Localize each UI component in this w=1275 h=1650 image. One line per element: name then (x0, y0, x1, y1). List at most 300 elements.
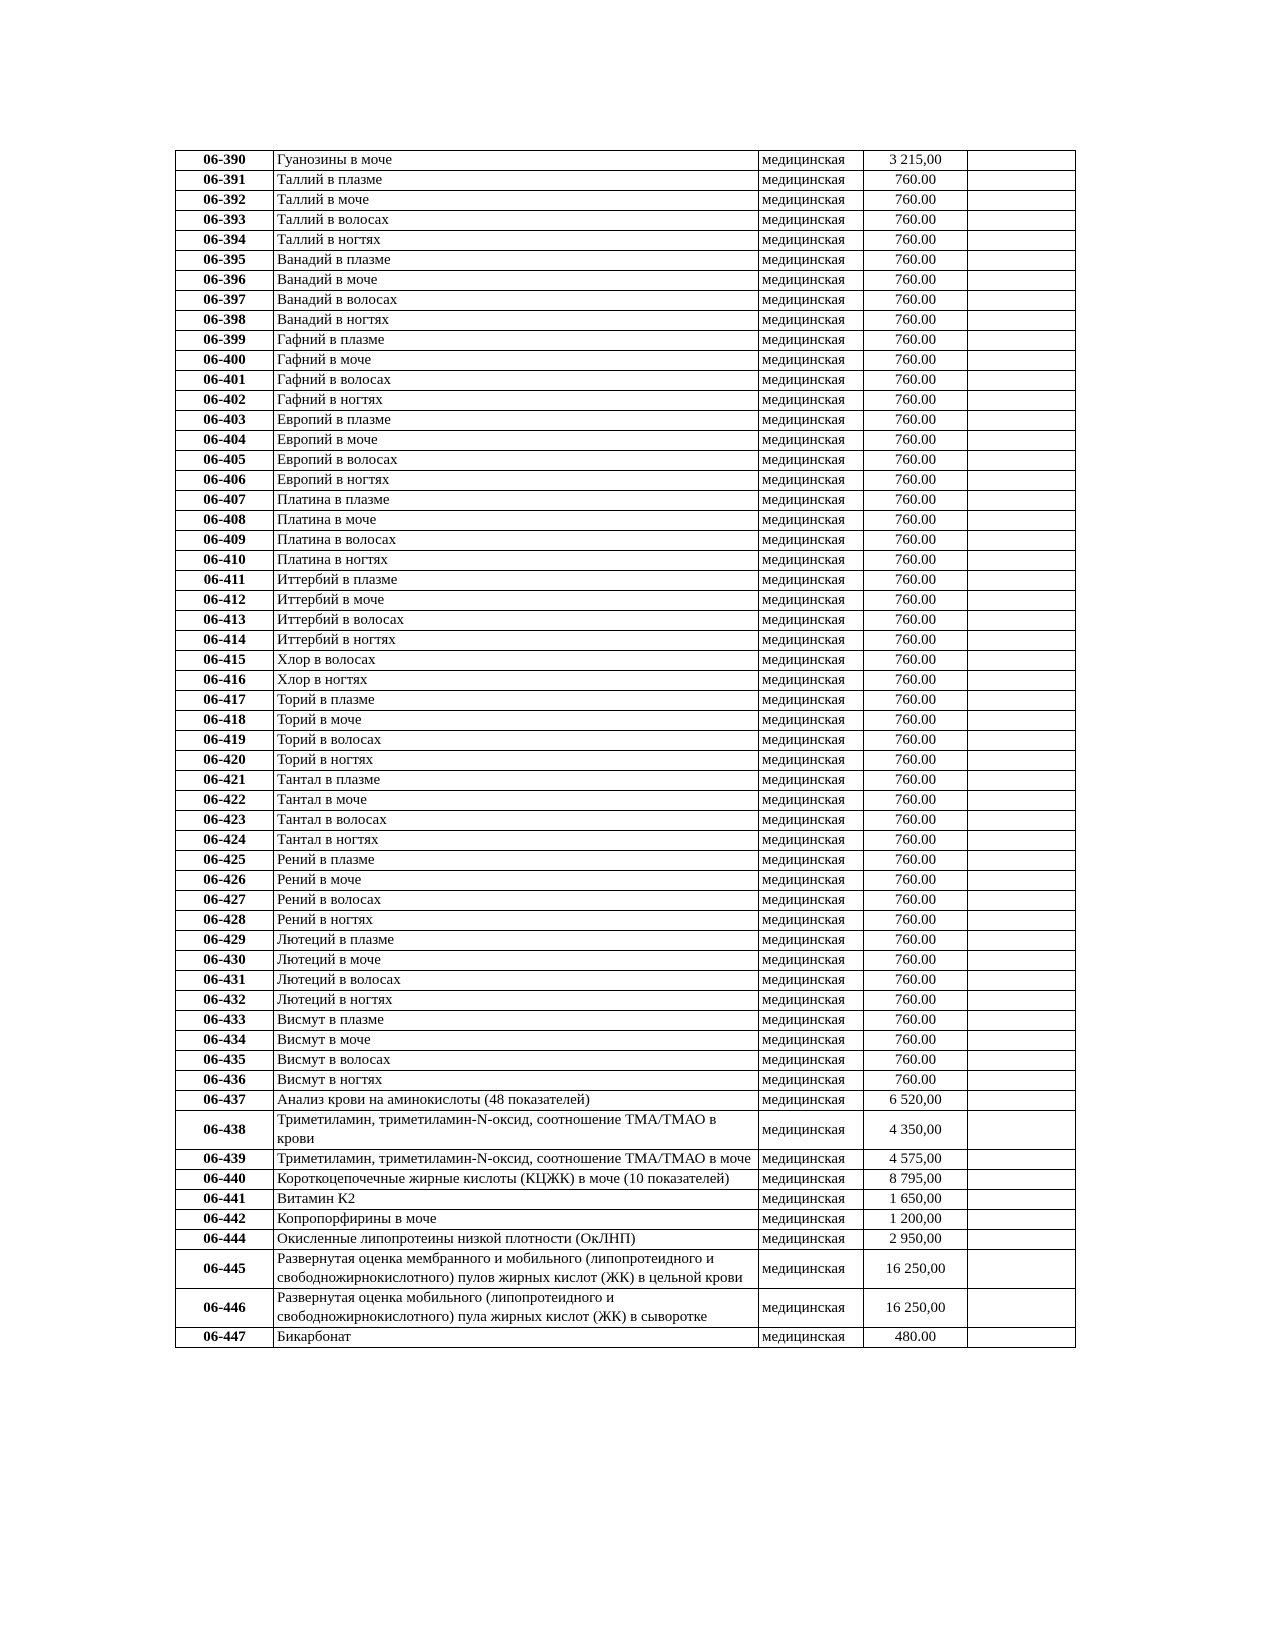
empty-cell (968, 151, 1076, 171)
service-name: Европий в ногтях (274, 471, 759, 491)
service-name: Торий в волосах (274, 731, 759, 751)
empty-cell (968, 551, 1076, 571)
service-code: 06-440 (176, 1170, 274, 1190)
service-category: медицинская (759, 191, 864, 211)
service-price: 2 950,00 (864, 1230, 968, 1250)
service-name: Тантал в волосах (274, 811, 759, 831)
service-category: медицинская (759, 371, 864, 391)
service-code: 06-426 (176, 871, 274, 891)
table-row (176, 511, 1076, 531)
service-category: медицинская (759, 211, 864, 231)
table-row (176, 251, 1076, 271)
service-category: медицинская (759, 1091, 864, 1111)
service-category: медицинская (759, 1011, 864, 1031)
table-row (176, 911, 1076, 931)
service-category: медицинская (759, 471, 864, 491)
service-category: медицинская (759, 1190, 864, 1210)
empty-cell (968, 1091, 1076, 1111)
service-name: Ванадий в плазме (274, 251, 759, 271)
service-price: 760.00 (864, 911, 968, 931)
service-category: медицинская (759, 1031, 864, 1051)
service-category: медицинская (759, 811, 864, 831)
service-category: медицинская (759, 771, 864, 791)
service-price: 760.00 (864, 751, 968, 771)
service-price: 480.00 (864, 1328, 968, 1348)
service-category: медицинская (759, 451, 864, 471)
empty-cell (968, 191, 1076, 211)
table-row (176, 771, 1076, 791)
service-code: 06-417 (176, 691, 274, 711)
service-price: 760.00 (864, 371, 968, 391)
service-code: 06-434 (176, 1031, 274, 1051)
service-price: 760.00 (864, 351, 968, 371)
service-price: 760.00 (864, 471, 968, 491)
service-name: Тантал в моче (274, 791, 759, 811)
service-category: медицинская (759, 251, 864, 271)
service-code: 06-399 (176, 331, 274, 351)
table-row (176, 451, 1076, 471)
table-row (176, 551, 1076, 571)
service-name: Ванадий в волосах (274, 291, 759, 311)
table-row (176, 371, 1076, 391)
service-code: 06-419 (176, 731, 274, 751)
service-category: медицинская (759, 591, 864, 611)
service-name: Гафний в волосах (274, 371, 759, 391)
service-category: медицинская (759, 711, 864, 731)
service-price: 760.00 (864, 451, 968, 471)
service-category: медицинская (759, 1170, 864, 1190)
service-code: 06-418 (176, 711, 274, 731)
table-row (176, 291, 1076, 311)
service-name: Висмут в моче (274, 1031, 759, 1051)
service-name: Развернутая оценка мобильного (липопротеидного и свободножирнокислотного) пула жирных кислот (ЖК) в сыворотке (274, 1289, 759, 1328)
service-name: Висмут в плазме (274, 1011, 759, 1031)
service-price: 760.00 (864, 291, 968, 311)
empty-cell (968, 1170, 1076, 1190)
service-price: 760.00 (864, 1051, 968, 1071)
table-row (176, 1031, 1076, 1051)
service-code: 06-431 (176, 971, 274, 991)
service-category: медицинская (759, 1250, 864, 1289)
service-price: 760.00 (864, 831, 968, 851)
service-category: медицинская (759, 531, 864, 551)
service-price: 760.00 (864, 1031, 968, 1051)
table-row (176, 331, 1076, 351)
service-category: медицинская (759, 1071, 864, 1091)
table-row (176, 871, 1076, 891)
service-name: Гуанозины в моче (274, 151, 759, 171)
table-row (176, 211, 1076, 231)
service-code: 06-422 (176, 791, 274, 811)
service-name: Бикарбонат (274, 1328, 759, 1348)
empty-cell (968, 311, 1076, 331)
service-code: 06-432 (176, 991, 274, 1011)
service-category: медицинская (759, 611, 864, 631)
service-code: 06-420 (176, 751, 274, 771)
service-price: 760.00 (864, 651, 968, 671)
service-category: медицинская (759, 751, 864, 771)
table-row (176, 1011, 1076, 1031)
service-code: 06-439 (176, 1150, 274, 1170)
empty-cell (968, 491, 1076, 511)
service-category: медицинская (759, 411, 864, 431)
service-price: 760.00 (864, 411, 968, 431)
table-row (176, 791, 1076, 811)
service-price: 760.00 (864, 771, 968, 791)
service-code: 06-405 (176, 451, 274, 471)
service-price: 16 250,00 (864, 1250, 968, 1289)
service-category: медицинская (759, 931, 864, 951)
service-code: 06-438 (176, 1111, 274, 1150)
service-code: 06-446 (176, 1289, 274, 1328)
table-row (176, 271, 1076, 291)
service-name: Тантал в ногтях (274, 831, 759, 851)
service-price: 760.00 (864, 931, 968, 951)
service-price: 760.00 (864, 871, 968, 891)
service-code: 06-393 (176, 211, 274, 231)
empty-cell (968, 591, 1076, 611)
service-category: медицинская (759, 891, 864, 911)
empty-cell (968, 611, 1076, 631)
empty-cell (968, 411, 1076, 431)
service-name: Иттербий в плазме (274, 571, 759, 591)
service-code: 06-423 (176, 811, 274, 831)
empty-cell (968, 931, 1076, 951)
service-code: 06-394 (176, 231, 274, 251)
service-code: 06-435 (176, 1051, 274, 1071)
service-price: 760.00 (864, 631, 968, 651)
service-price: 760.00 (864, 731, 968, 751)
empty-cell (968, 991, 1076, 1011)
table-row (176, 671, 1076, 691)
empty-cell (968, 791, 1076, 811)
table-row (176, 991, 1076, 1011)
service-name: Развернутая оценка мембранного и мобильного (липопротеидного и свободножирнокислотного) пулов жирных кислот (ЖК) в цельной крови (274, 1250, 759, 1289)
service-price: 760.00 (864, 231, 968, 251)
table-row (176, 971, 1076, 991)
service-category: медицинская (759, 691, 864, 711)
service-name: Лютеций в плазме (274, 931, 759, 951)
service-code: 06-395 (176, 251, 274, 271)
service-price: 760.00 (864, 311, 968, 331)
service-category: медицинская (759, 731, 864, 751)
service-price: 760.00 (864, 271, 968, 291)
service-category: медицинская (759, 911, 864, 931)
service-name: Платина в плазме (274, 491, 759, 511)
service-code: 06-436 (176, 1071, 274, 1091)
service-price: 760.00 (864, 511, 968, 531)
service-price: 760.00 (864, 1071, 968, 1091)
service-code: 06-442 (176, 1210, 274, 1230)
empty-cell (968, 171, 1076, 191)
service-price: 760.00 (864, 671, 968, 691)
empty-cell (968, 271, 1076, 291)
service-category: медицинская (759, 331, 864, 351)
service-price: 760.00 (864, 191, 968, 211)
service-name: Торий в плазме (274, 691, 759, 711)
service-code: 06-401 (176, 371, 274, 391)
service-code: 06-447 (176, 1328, 274, 1348)
empty-cell (968, 531, 1076, 551)
table-row (176, 851, 1076, 871)
service-name: Европий в волосах (274, 451, 759, 471)
empty-cell (968, 871, 1076, 891)
service-code: 06-444 (176, 1230, 274, 1250)
service-price: 4 350,00 (864, 1111, 968, 1150)
service-category: медицинская (759, 871, 864, 891)
service-code: 06-408 (176, 511, 274, 531)
service-price: 1 200,00 (864, 1210, 968, 1230)
table-row (176, 1230, 1076, 1250)
service-code: 06-445 (176, 1250, 274, 1289)
service-code: 06-412 (176, 591, 274, 611)
service-name: Таллий в моче (274, 191, 759, 211)
empty-cell (968, 651, 1076, 671)
service-price: 3 215,00 (864, 151, 968, 171)
service-category: медицинская (759, 831, 864, 851)
service-category: медицинская (759, 491, 864, 511)
service-name: Гафний в плазме (274, 331, 759, 351)
service-price: 760.00 (864, 331, 968, 351)
service-price: 760.00 (864, 711, 968, 731)
service-name: Тантал в плазме (274, 771, 759, 791)
service-name: Рений в моче (274, 871, 759, 891)
service-category: медицинская (759, 1289, 864, 1328)
table-row (176, 831, 1076, 851)
service-price: 760.00 (864, 531, 968, 551)
service-category: медицинская (759, 171, 864, 191)
table-row (176, 1190, 1076, 1210)
service-name: Лютеций в моче (274, 951, 759, 971)
service-price: 16 250,00 (864, 1289, 968, 1328)
service-code: 06-410 (176, 551, 274, 571)
service-category: медицинская (759, 851, 864, 871)
empty-cell (968, 971, 1076, 991)
empty-cell (968, 1210, 1076, 1230)
service-category: медицинская (759, 551, 864, 571)
empty-cell (968, 831, 1076, 851)
table-row (176, 1111, 1076, 1150)
table-row (176, 1051, 1076, 1071)
service-code: 06-415 (176, 651, 274, 671)
service-name: Короткоцепочечные жирные кислоты (КЦЖК) в моче (10 показателей) (274, 1170, 759, 1190)
service-name: Копропорфирины в моче (274, 1210, 759, 1230)
service-code: 06-441 (176, 1190, 274, 1210)
empty-cell (968, 231, 1076, 251)
service-name: Витамин К2 (274, 1190, 759, 1210)
table-row (176, 1170, 1076, 1190)
service-code: 06-430 (176, 951, 274, 971)
table-row (176, 1328, 1076, 1348)
empty-cell (968, 811, 1076, 831)
service-code: 06-429 (176, 931, 274, 951)
empty-cell (968, 371, 1076, 391)
service-name: Европий в плазме (274, 411, 759, 431)
service-price: 760.00 (864, 971, 968, 991)
service-code: 06-433 (176, 1011, 274, 1031)
service-code: 06-424 (176, 831, 274, 851)
empty-cell (968, 431, 1076, 451)
table-row (176, 951, 1076, 971)
empty-cell (968, 1111, 1076, 1150)
table-row (176, 531, 1076, 551)
table-row (176, 811, 1076, 831)
empty-cell (968, 731, 1076, 751)
empty-cell (968, 1051, 1076, 1071)
service-name: Платина в волосах (274, 531, 759, 551)
service-code: 06-421 (176, 771, 274, 791)
empty-cell (968, 851, 1076, 871)
empty-cell (968, 1250, 1076, 1289)
service-code: 06-407 (176, 491, 274, 511)
empty-cell (968, 891, 1076, 911)
service-name: Рений в ногтях (274, 911, 759, 931)
table-row (176, 471, 1076, 491)
table-row (176, 411, 1076, 431)
table-row (176, 731, 1076, 751)
service-code: 06-396 (176, 271, 274, 291)
table-row (176, 1210, 1076, 1230)
service-code: 06-392 (176, 191, 274, 211)
table-row (176, 611, 1076, 631)
service-name: Рений в плазме (274, 851, 759, 871)
price-table-body (176, 151, 1076, 1348)
service-category: медицинская (759, 671, 864, 691)
service-price: 760.00 (864, 811, 968, 831)
empty-cell (968, 291, 1076, 311)
service-price: 760.00 (864, 391, 968, 411)
empty-cell (968, 911, 1076, 931)
service-name: Хлор в волосах (274, 651, 759, 671)
service-price: 760.00 (864, 691, 968, 711)
service-category: медицинская (759, 651, 864, 671)
service-name: Лютеций в ногтях (274, 991, 759, 1011)
service-price: 4 575,00 (864, 1150, 968, 1170)
empty-cell (968, 251, 1076, 271)
service-code: 06-437 (176, 1091, 274, 1111)
service-category: медицинская (759, 291, 864, 311)
service-category: медицинская (759, 431, 864, 451)
empty-cell (968, 471, 1076, 491)
service-category: медицинская (759, 391, 864, 411)
service-code: 06-403 (176, 411, 274, 431)
service-name: Таллий в плазме (274, 171, 759, 191)
table-row (176, 1091, 1076, 1111)
table-row (176, 571, 1076, 591)
empty-cell (968, 1230, 1076, 1250)
table-row (176, 431, 1076, 451)
table-row (176, 231, 1076, 251)
table-row (176, 191, 1076, 211)
table-row (176, 351, 1076, 371)
table-row (176, 711, 1076, 731)
service-price: 760.00 (864, 211, 968, 231)
service-category: медицинская (759, 571, 864, 591)
service-code: 06-402 (176, 391, 274, 411)
service-price: 760.00 (864, 851, 968, 871)
service-category: медицинская (759, 1210, 864, 1230)
service-price: 8 795,00 (864, 1170, 968, 1190)
service-category: медицинская (759, 151, 864, 171)
service-name: Платина в ногтях (274, 551, 759, 571)
table-row (176, 491, 1076, 511)
service-name: Триметиламин, триметиламин-N-оксид, соотношение ТМА/ТМАО в моче (274, 1150, 759, 1170)
table-row (176, 311, 1076, 331)
service-code: 06-397 (176, 291, 274, 311)
service-price: 760.00 (864, 1011, 968, 1031)
service-name: Ванадий в моче (274, 271, 759, 291)
empty-cell (968, 691, 1076, 711)
service-code: 06-406 (176, 471, 274, 491)
service-code: 06-409 (176, 531, 274, 551)
service-code: 06-391 (176, 171, 274, 191)
service-name: Иттербий в моче (274, 591, 759, 611)
service-category: медицинская (759, 951, 864, 971)
empty-cell (968, 1031, 1076, 1051)
service-price: 760.00 (864, 551, 968, 571)
price-table (175, 150, 1076, 1348)
service-code: 06-404 (176, 431, 274, 451)
service-code: 06-398 (176, 311, 274, 331)
table-row (176, 1150, 1076, 1170)
table-row (176, 651, 1076, 671)
empty-cell (968, 711, 1076, 731)
service-price: 760.00 (864, 251, 968, 271)
table-row (176, 891, 1076, 911)
empty-cell (968, 1190, 1076, 1210)
service-price: 760.00 (864, 611, 968, 631)
service-name: Висмут в ногтях (274, 1071, 759, 1091)
service-name: Европий в моче (274, 431, 759, 451)
service-category: медицинская (759, 631, 864, 651)
service-name: Лютеций в волосах (274, 971, 759, 991)
service-price: 760.00 (864, 171, 968, 191)
table-row (176, 171, 1076, 191)
service-name: Платина в моче (274, 511, 759, 531)
empty-cell (968, 671, 1076, 691)
empty-cell (968, 771, 1076, 791)
service-category: медицинская (759, 1150, 864, 1170)
service-price: 1 650,00 (864, 1190, 968, 1210)
service-name: Торий в моче (274, 711, 759, 731)
service-price: 760.00 (864, 991, 968, 1011)
service-code: 06-390 (176, 151, 274, 171)
service-category: медицинская (759, 311, 864, 331)
empty-cell (968, 1328, 1076, 1348)
service-code: 06-428 (176, 911, 274, 931)
service-category: медицинская (759, 511, 864, 531)
service-category: медицинская (759, 1230, 864, 1250)
table-row (176, 391, 1076, 411)
table-row (176, 1250, 1076, 1289)
service-price: 760.00 (864, 431, 968, 451)
empty-cell (968, 1011, 1076, 1031)
service-name: Анализ крови на аминокислоты (48 показателей) (274, 1091, 759, 1111)
service-category: медицинская (759, 1051, 864, 1071)
empty-cell (968, 751, 1076, 771)
empty-cell (968, 1289, 1076, 1328)
service-name: Торий в ногтях (274, 751, 759, 771)
service-category: медицинская (759, 991, 864, 1011)
service-name: Ванадий в ногтях (274, 311, 759, 331)
table-row (176, 1289, 1076, 1328)
service-price: 760.00 (864, 591, 968, 611)
empty-cell (968, 1071, 1076, 1091)
service-code: 06-411 (176, 571, 274, 591)
service-name: Гафний в ногтях (274, 391, 759, 411)
service-category: медицинская (759, 1328, 864, 1348)
table-row (176, 151, 1076, 171)
